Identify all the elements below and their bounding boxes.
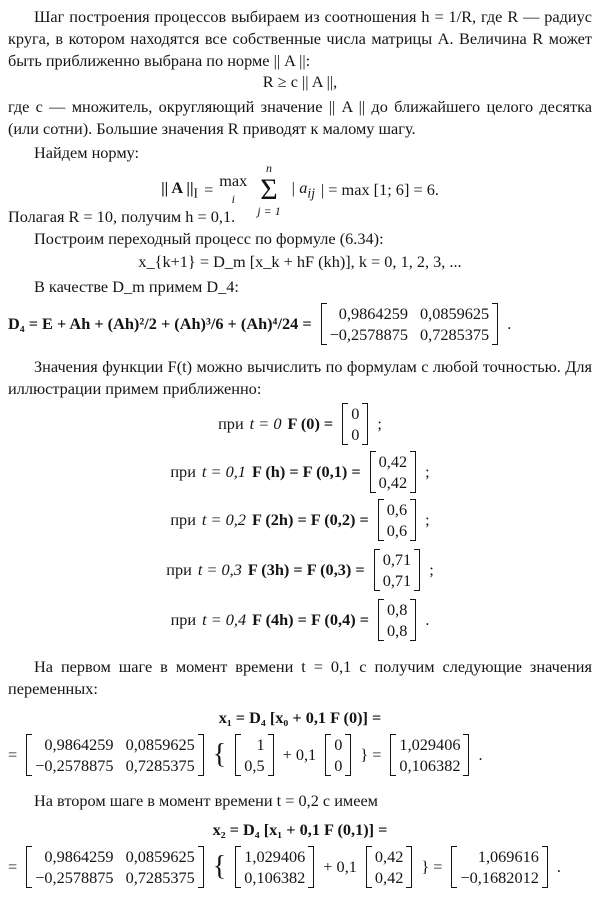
d4-lhs: D₄ = E + Ah + (Ah)²/2 + (Ah)³/6 + (Ah)⁴/24 = — [8, 314, 312, 333]
paragraph-choose-r: Полагая R = 10, получим h = 0,1. — [8, 207, 236, 226]
vector: 1 0,5 — [235, 734, 273, 776]
vector: 0 0 — [325, 734, 351, 776]
norm-lhs: || A $||_I$ — [161, 178, 199, 201]
max-operator: max i — [219, 171, 248, 206]
f-value-row: при t = 0 F (0) = 0 0 ; — [218, 404, 382, 444]
d4-matrix: 0,9864259 0,0859625 −0,2578875 0,7285375 — [26, 846, 204, 888]
sum-operator: n Σ j = 1 — [257, 161, 281, 218]
norm-term: | $a_{ij}$ — [290, 178, 315, 201]
equation-radius-bound: R ≥ c || A ||, — [262, 72, 338, 91]
equation-step2-head: x₂ = D₄ [x₁ + 0,1 F (0,1)] = — [212, 820, 388, 839]
paragraph-first-step: На первом шаге в момент времени t = 0,1 с получим следующие значения переменных: — [8, 657, 592, 698]
d4-matrix — [321, 303, 499, 345]
paragraph-build-process: Построим переходный процесс по формуле (6.34): — [34, 229, 384, 248]
matrix-row: 0,9864259 0,0859625 — [338, 304, 490, 323]
result-vector: 1,029406 0,106382 — [390, 734, 469, 776]
equation-step2: = 0,9864259 0,0859625 −0,2578875 0,7285375 { 1,029406 0,106382 + 0,1 0,42 0,42 } = 1,069616 −0,1682012 . — [8, 847, 561, 887]
paragraph-function-values: Значения функции F(t) можно вычислить по формулам с любой точностью. Для иллюстрации примем приближенно: — [8, 357, 592, 398]
f-value-row: при t = 0,1 F (h) = F (0,1) = 0,42 0,42 ; — [170, 452, 430, 492]
vector: 1,029406 0,106382 — [235, 846, 314, 888]
equation-step1-head: x₁ = D₄ [x₀ + 0,1 F (0)] = — [218, 708, 382, 727]
f-value-row: при t = 0,2 F (2h) = F (0,2) = 0,6 0,6 ; — [170, 500, 430, 540]
d4-matrix: 0,9864259 0,0859625 −0,2578875 0,7285375 — [26, 734, 204, 776]
paragraph-step-choice: Шаг построения процессов выбираем из соотношения h = 1/R, где R — радиус круга, в котором находятся все собственные числа матрицы A. Величина R может быть приближенно выбрана по норме || A ||: — [8, 7, 592, 70]
equation-d4: D₄ = E + Ah + (Ah)²/2 + (Ah)³/6 + (Ah)⁴/24 = 0,9864259 0,0859625 −0,2578875 0,7285375 . — [8, 304, 512, 344]
f-value-row: при t = 0,4 F (4h) = F (0,4) = 0,8 0,8 . — [170, 600, 430, 640]
norm-result: | = max [1; 6] = 6. — [320, 180, 439, 199]
paragraph-choose-d4: В качестве D_m примем D_4: — [34, 277, 239, 296]
paragraph-multiplier: где c — множитель, округляющий значение || A || до ближайшего целого десятка (или сотни). Большие значения R приводят к малому шагу. — [8, 97, 592, 138]
equation-transition: x_{k+1} = D_m [x_k + hF (kh)], k = 0, 1, 2, 3, ... — [138, 252, 462, 271]
matrix-row: −0,2578875 0,7285375 — [329, 325, 490, 344]
norm-eq-sign: = — [204, 180, 214, 199]
equation-step1: = 0,9864259 0,0859625 −0,2578875 0,7285375 { 1 0,5 + 0,1 0 0 } = 1,029406 0,106382 . — [8, 735, 483, 775]
vector: 0,42 0,42 — [366, 846, 413, 888]
result-vector: 1,069616 −0,1682012 — [451, 846, 547, 888]
paragraph-second-step: На втором шаге в момент времени t = 0,2 с имеем — [34, 791, 378, 810]
paragraph-find-norm: Найдем норму: — [34, 143, 140, 162]
f-value-row: при t = 0,3 F (3h) = F (0,3) = 0,71 0,71 ; — [166, 550, 434, 590]
